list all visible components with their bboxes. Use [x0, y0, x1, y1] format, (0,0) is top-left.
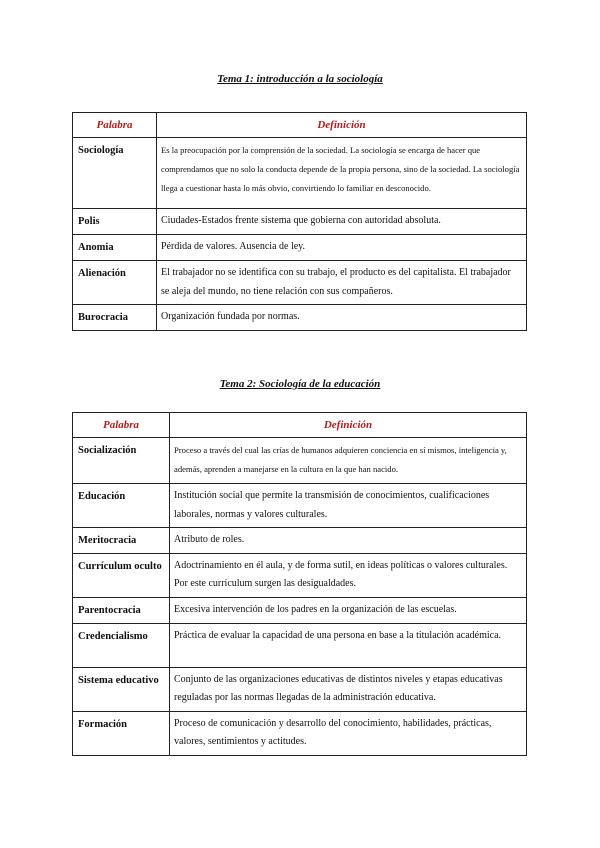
vocabulary-table-2 — [72, 412, 527, 756]
section-2-title: Tema 2: Sociología de la educación — [219, 378, 381, 390]
term: Educación — [73, 484, 170, 528]
definition: Proceso de comunicación y desarrollo del conocimiento, habilidades, prácticas, valores, sentimientos y actitudes. — [170, 711, 527, 755]
table-row — [73, 553, 527, 597]
table-row — [73, 438, 527, 484]
header-word: Palabra — [73, 413, 170, 438]
vocabulary-table-1 — [72, 112, 527, 331]
definition: Conjunto de las organizaciones educativas de distintos niveles y etapas educativas reguladas por las normas llegadas de la administración educativa. — [170, 667, 527, 711]
term: Parentocracia — [73, 597, 170, 623]
definition: Es la preocupación por la comprensión de la sociedad. La sociología se encarga de hacer que comprendamos que no solo la conducta depende de la propia persona, sino de la sociedad. La sociología llega a cuestionar hasta lo más obvio, convirtiendo lo familiar en desconocido. — [157, 138, 527, 209]
definition: Práctica de evaluar la capacidad de una persona en base a la titulación académica. — [170, 623, 527, 667]
table-row — [73, 209, 527, 235]
definition: Organización fundada por normas. — [157, 305, 527, 331]
table-row — [73, 261, 527, 305]
table-row — [73, 667, 527, 711]
header-definition: Definición — [157, 113, 527, 138]
section-1-title: Tema 1: introducción a la sociología — [217, 73, 383, 85]
definition: Adoctrinamiento en él aula, y de forma sutil, en ideas políticas o valores culturales. Por este currículum surgen las desigualdades. — [170, 553, 527, 597]
definition: Pérdida de valores. Ausencia de ley. — [157, 235, 527, 261]
definition: Ciudades-Estados frente sistema que gobierna con autoridad absoluta. — [157, 209, 527, 235]
term: Meritocracia — [73, 528, 170, 554]
definition: El trabajador no se identifica con su trabajo, el producto es del capitalista. El trabajador se aleja del mundo, no tiene relación con sus compañeros. — [157, 261, 527, 305]
definition: Excesiva intervención de los padres en la organización de las escuelas. — [170, 597, 527, 623]
term: Sociología — [73, 138, 157, 209]
definition: Atributo de roles. — [170, 528, 527, 554]
term: Currículum oculto — [73, 553, 170, 597]
table-row — [73, 305, 527, 331]
table-header-row — [73, 113, 527, 138]
table-row — [73, 623, 527, 667]
table-header-row — [73, 413, 527, 438]
term: Socialización — [73, 438, 170, 484]
table-row — [73, 597, 527, 623]
term: Polis — [73, 209, 157, 235]
table-row — [73, 528, 527, 554]
term: Alienación — [73, 261, 157, 305]
header-definition: Definición — [170, 413, 527, 438]
term: Anomia — [73, 235, 157, 261]
term: Formación — [73, 711, 170, 755]
term: Credencialismo — [73, 623, 170, 667]
table-row — [73, 484, 527, 528]
term: Sistema educativo — [73, 667, 170, 711]
term: Burocracia — [73, 305, 157, 331]
definition: Institución social que permite la transmisión de conocimientos, cualificaciones laborales, normas y valores culturales. — [170, 484, 527, 528]
table-row — [73, 235, 527, 261]
header-word: Palabra — [73, 113, 157, 138]
definition: Proceso a través del cual las crías de humanos adquieren conciencia en sí mismos, inteligencia y, además, aprenden a manejarse en la cultura en la que han nacido. — [170, 438, 527, 484]
table-row — [73, 138, 527, 209]
table-row — [73, 711, 527, 755]
